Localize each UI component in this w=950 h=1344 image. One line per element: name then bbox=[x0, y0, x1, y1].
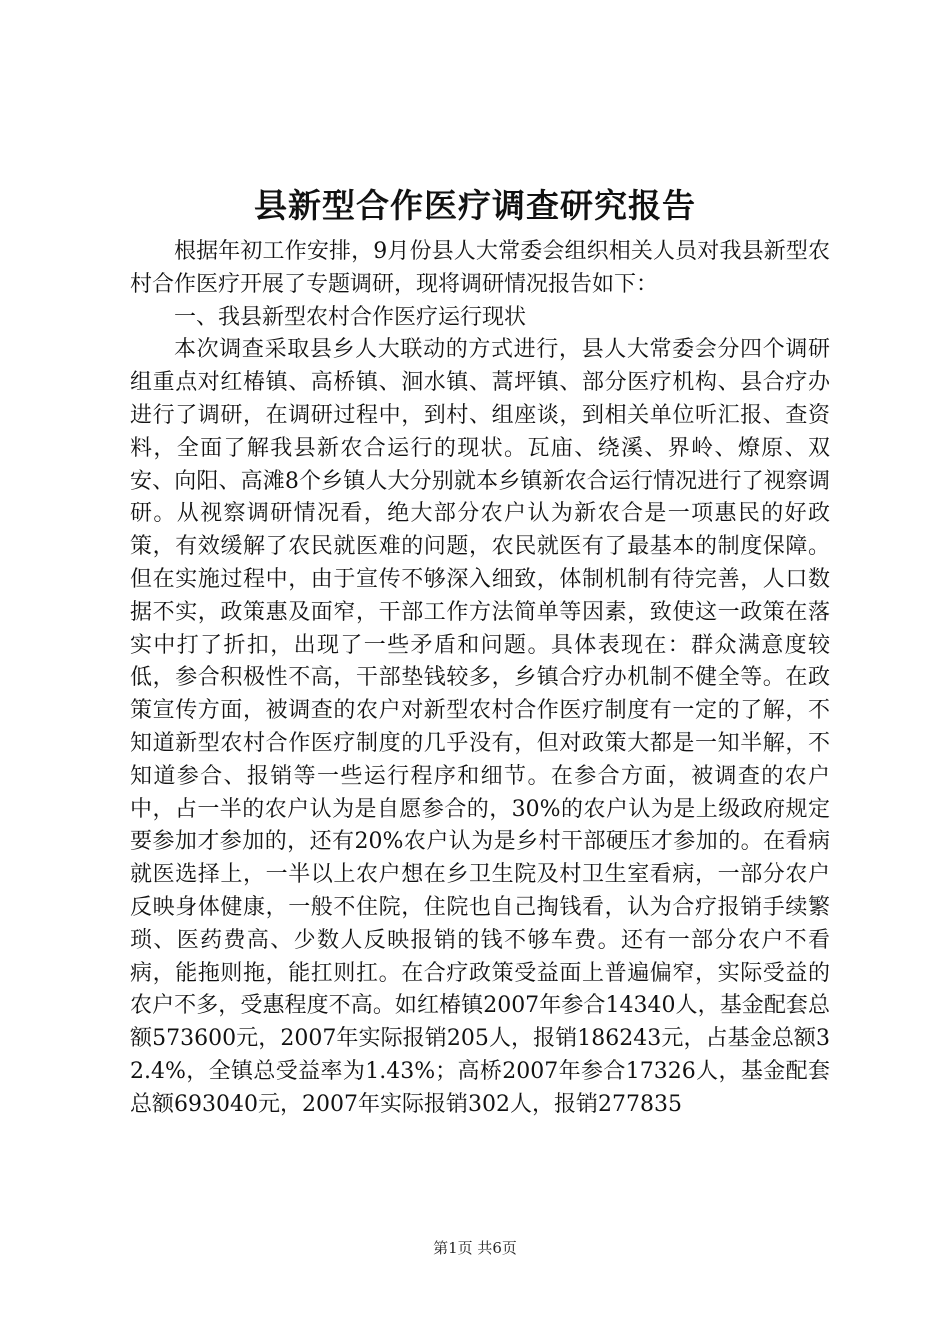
document-body bbox=[130, 236, 830, 1122]
body-paragraph: 本次调查采取县乡人大联动的方式进行，县人大常委会分四个调研组重点对红椿镇、高桥镇、洄水镇、蒿坪镇、部分医疗机构、县合疗办进行了调研，在调研过程中，到村、组座谈，到相关单位听汇报、查资料，全面了解我县新农合运行的现状。瓦庙、绕溪、界岭、燎原、双安、向阳、高滩8个乡镇人大分别就本乡镇新农合运行情况进行了视察调研。从视察调研情况看，绝大部分农户认为新农合是一项惠民的好政策，有效缓解了农民就医难的问题，农民就医有了最基本的制度保障。但在实施过程中，由于宣传不够深入细致，体制机制有待完善，人口数据不实，政策惠及面窄，干部工作方法简单等因素，致使这一政策在落实中打了折扣，出现了一些矛盾和问题。具体表现在：群众满意度较低，参合积极性不高，干部垫钱较多，乡镇合疗办机制不健全等。在政策宣传方面，被调查的农户对新型农村合作医疗制度有一定的了解，不知道新型农村合作医疗制度的几乎没有，但对政策大都是一知半解，不知道参合、报销等一些运行程序和细节。在参合方面，被调查的农户中，占一半的农户认为是自愿参合的，30%的农户认为是上级政府规定要参加才参加的，还有20%农户认为是乡村干部硬压才参加的。在看病就医选择上，一半以上农户想在乡卫生院及村卫生室看病，一部分农户反映身体健康，一般不住院，住院也自己掏钱看，认为合疗报销手续繁琐、医药费高、少数人反映报销的钱不够车费。还有一部分农户不看病，能拖则拖，能扛则扛。在合疗政策受益面上普遍偏窄，实际受益的农户不多，受惠程度不高。如红椿镇2007年参合14340人，基金配套总额573600元，2007年实际报销205人，报销186243元，占基金总额32.4%，全镇总受益率为1.43%；高桥2007年参合17326人，基金配套总额693040元，2007年实际报销302人，报销277835 bbox=[130, 337, 830, 1117]
document-title: 县新型合作医疗调查研究报告 bbox=[254, 186, 696, 225]
page-footer: 第1页 共6页 bbox=[433, 1239, 517, 1257]
intro-paragraph: 根据年初工作安排，9月份县人大常委会组织相关人员对我县新型农村合作医疗开展了专题调研，现将调研情况报告如下： bbox=[130, 239, 830, 297]
section-heading: 一、我县新型农村合作医疗运行现状 bbox=[174, 304, 527, 330]
